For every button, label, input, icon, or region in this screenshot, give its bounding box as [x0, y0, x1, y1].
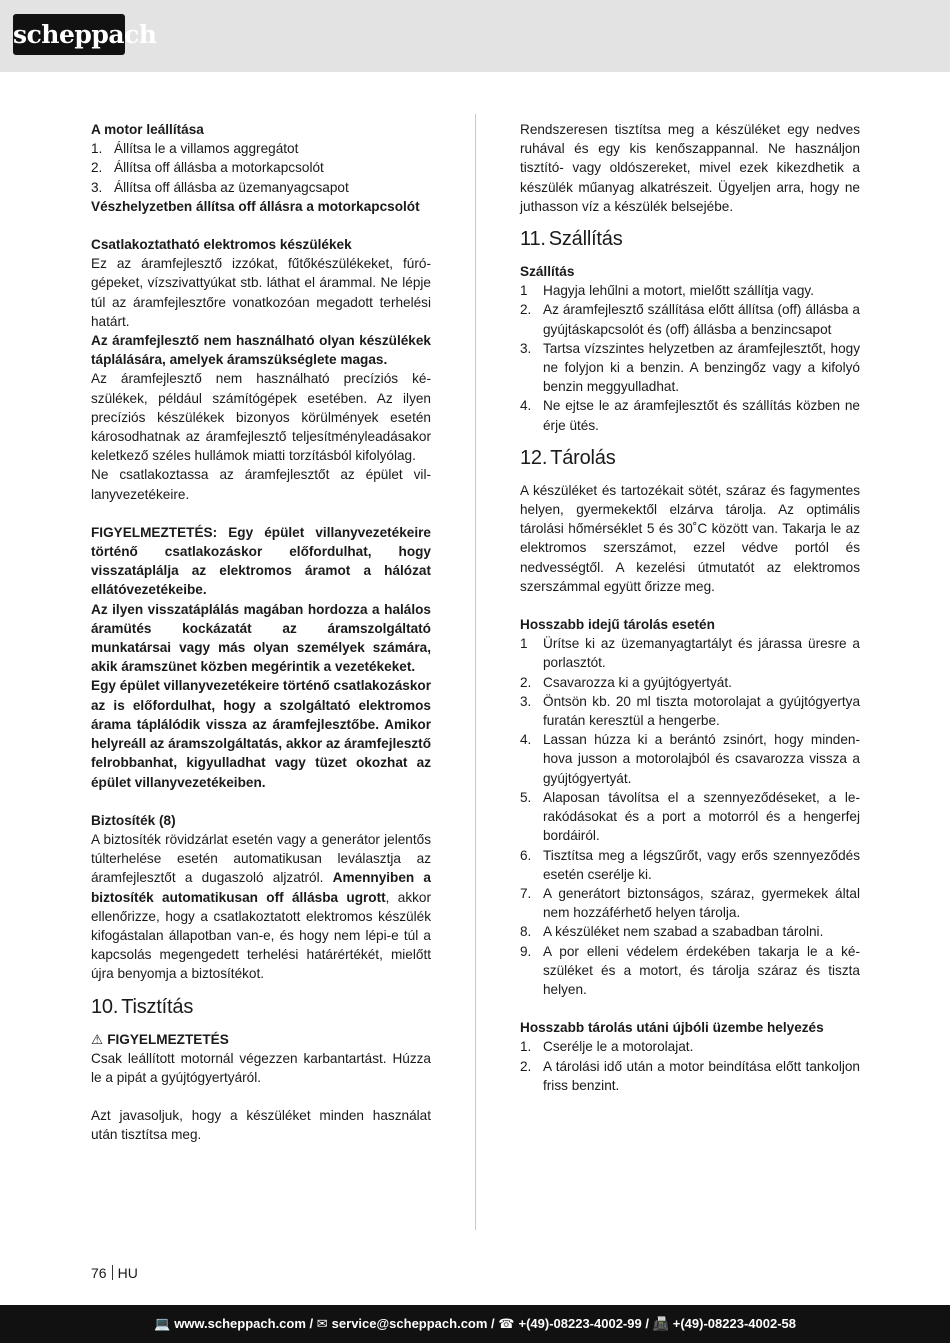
cleaning-continued: Rendszeresen tisztítsa meg a készüléket egy nedves ruhával és egy kis kenőszappannal. Ne használjon tisztító- vagy oldószereket, mivel ezek kikezdhetik a készülék műanyag alkatrészeit. Ügyeljen arra, hogy ne juthasson víz a készülék belsejébe.	[520, 122, 860, 214]
list-item: 4. Lassan húzza ki a berántó zsinórt, hogy mindenhova jusson a motorolajból és csavarozza vissza a gyújtógyertyát.	[520, 732, 860, 786]
list-item: 1 Hagyja lehűlni a motort, mielőtt szállítja vagy.	[520, 283, 814, 299]
phone-number: +(49)-08223-4002-99 /	[518, 1316, 649, 1331]
warning-paragraph-2: Az ilyen visszatáplálás magában hordozza a halálos áramütés kockázatát az áramszolgáltató munkatársai vagy más olyan személyek számára, akik áramszünet közben megérintik a vezetékeket.	[91, 601, 431, 675]
cleaning-warning-text: Csak leállított motornál végezzen karbantartást. Húzza le a pipát a gyújtógyertyáról.	[91, 1050, 431, 1085]
long-storage-heading: Hosszabb idejű tárolás esetén	[520, 617, 715, 633]
list-item: 1. Cserélje le a motorolajat.	[520, 1039, 694, 1055]
left-column	[91, 120, 431, 1145]
list-item: 6. Tisztítsa meg a légszűrőt, vagy erős szennyeződés esetén cserélje ki.	[520, 847, 860, 882]
list-item: 3. Öntsön kb. 20 ml tiszta motorolajat a gyújtógyertya furatán keresztül a hengerbe.	[520, 693, 860, 729]
list-item: 8. A készüléket nem szabad a szabadban tárolni.	[520, 924, 824, 940]
email-link[interactable]: service@scheppach.com /	[331, 1316, 495, 1331]
list-item: 2. Az áramfejlesztő szállítása előtt állítsa (off) állásba a gyújtáskapcsolót és (off) állásba a benzincsapot	[520, 302, 860, 337]
section-title-cleaning: 10. Tisztítás	[91, 995, 194, 1018]
page-number: 76 HU	[91, 1265, 138, 1281]
motor-stop-list	[91, 139, 431, 197]
motor-stop-heading: A motor leállítása	[91, 122, 204, 137]
restart-list	[520, 1037, 860, 1095]
list-item: 4. Ne ejtse le az áramfejlesztőt és szállítás közben ne érje ütés.	[520, 398, 860, 433]
fax-icon: 📠	[652, 1316, 669, 1331]
column-divider	[475, 114, 476, 1230]
warning-paragraph-3: Egy épület villanyvezetékeire történő csatlakozáskor az is előfordulhat, hogy a szolgáltató elektromos árama táplálódik vissza az áramfejlesztőbe. Amikor helyreáll az áramszolgáltatás, akkor az áramfejlesztő felrobbanhat, kigyulladhat vagy tüzet okozhat az épület villanyvezetékeiben.	[91, 678, 432, 790]
fuse-paragraph: A biztosíték rövidzárlat esetén vagy a generátor jelentős túlterhelése esetén automatikusan leválasztja az áramfejlesztőt a dugaszoló aljzatról. Amennyiben a biztosíték automatikusan off állásba ugrott, akkor ellenőrizze, hogy a csatlakoztatott elektromos készülék kifogástalan állapotban van-e, és hogy nem lépi-e túl a kapcsolás megengedett terhelési határértékét, mielőtt újra benyomja a biztosítékot.	[91, 831, 432, 982]
website-link[interactable]: www.scheppach.com /	[174, 1316, 314, 1331]
list-item: 9. A por elleni védelem érdekében takarja le a készüléket és a motort, és tárolja száraz és tiszta helyen.	[520, 943, 860, 997]
restart-heading: Hosszabb tárolás utáni újbóli üzembe helyezés	[520, 1020, 824, 1036]
scheppach-logo: scheppach	[13, 14, 125, 55]
list-item: 2. Csavarozza ki a gyújtógyertyát.	[520, 674, 732, 690]
computer-icon: 💻	[154, 1316, 171, 1331]
transport-list	[520, 281, 860, 435]
storage-paragraph: A készüléket és tartozékait sötét, száraz és fagymentes helyen, gyermekektől elzárva tárolja. Az optimális tárolási hőmérséklet 5 és 30˚C között van. Takarja le az elektromos szerszámot, ezzel védve portól és nedvességtől. A kezelési útmutatót az elektromos szerszámmal együtt őrizze meg.	[520, 482, 860, 594]
cleaning-warning-heading: ⚠ FIGYELMEZTETÉS	[91, 1031, 229, 1047]
section-title-transport: 11. Szállítás	[520, 228, 623, 251]
devices-bold-note: Az áramfejlesztő nem használható olyan készülékek táplálására, amelyek áramszükséglete magas.	[91, 333, 431, 368]
list-item: 2. A tárolási idő után a motor beindítása előtt tankoljon friss benzint.	[520, 1058, 860, 1093]
devices-paragraph-1: Ez az áramfejlesztő izzókat, fűtőkészülékeket, fúrógépeket, vízszivattyúkat stb. láthat el árammal. Ne lépje túl az áramfejlesztőre vonatkozóan megadott terhelési határt.	[91, 256, 431, 329]
list-item: 1 Ürítse ki az üzemanyagtartályt és járassa üresre a porlasztót.	[520, 636, 860, 671]
devices-heading: Csatlakoztatható elektromos készülékek	[91, 237, 352, 253]
section-title-storage: 12. Tárolás	[520, 446, 616, 469]
devices-paragraph-3: Ne csatlakoztassa az áramfejlesztőt az épület villanyvezetékeire.	[91, 467, 431, 502]
list-item: 3. Tartsa vízszintes helyzetben az áramfejlesztőt, hogy ne folyjon ki a benzin. A benzingőz vagy a kifolyó benzin meggyulladhat.	[520, 340, 860, 395]
transport-heading: Szállítás	[520, 264, 575, 280]
list-item: 2. Állítsa off állásba a motorkapcsolót	[91, 160, 324, 176]
warning-triangle-icon: ⚠	[91, 1031, 104, 1047]
list-item: 1. Állítsa le a villamos aggregátot	[91, 141, 299, 157]
fax-number: +(49)-08223-4002-58	[672, 1316, 796, 1331]
mail-icon: ✉	[316, 1316, 328, 1331]
emergency-note: Vészhelyzetben állítsa off állásra a motorkapcsolót	[91, 198, 420, 214]
list-item: 7. A generátort biztonságos, száraz, gyermekek által nem hozzáférhető helyen tárolja.	[520, 885, 860, 921]
header-bar	[0, 0, 950, 72]
phone-icon: ☎	[498, 1316, 515, 1331]
long-storage-list	[520, 634, 860, 999]
right-column	[520, 120, 860, 1095]
cleaning-paragraph: Azt javasoljuk, hogy a készüléket minden használat után tisztítsa meg.	[91, 1108, 431, 1143]
list-item: 5. Alaposan távolítsa el a szennyeződéseket, a lerakódásokat és a port a motorról és a hengerfej bordáiról.	[520, 789, 860, 844]
devices-paragraph-2: Az áramfejlesztő nem használható precíziós készülékek, például számítógépek esetében. Az ilyen precíziós készülékek bizonyos körülmények esetén károsodhatnak az áramfejlesztő teljesítményleadásakor keletkező széles hullámok miatti torzításból kifolyólag.	[91, 371, 431, 464]
fuse-heading: Biztosíték (8)	[91, 812, 176, 828]
footer-bar	[0, 1305, 950, 1343]
list-item: 3. Állítsa off állásba az üzemanyagcsapot	[91, 179, 349, 195]
warning-paragraph-1: FIGYELMEZTETÉS: Egy épület villanyvezetékeire történő csatlakozáskor előfordulhat, hogy visszatáplálja az elektromos áramot a hálózat ellátóvezetékeibe.	[91, 524, 431, 598]
